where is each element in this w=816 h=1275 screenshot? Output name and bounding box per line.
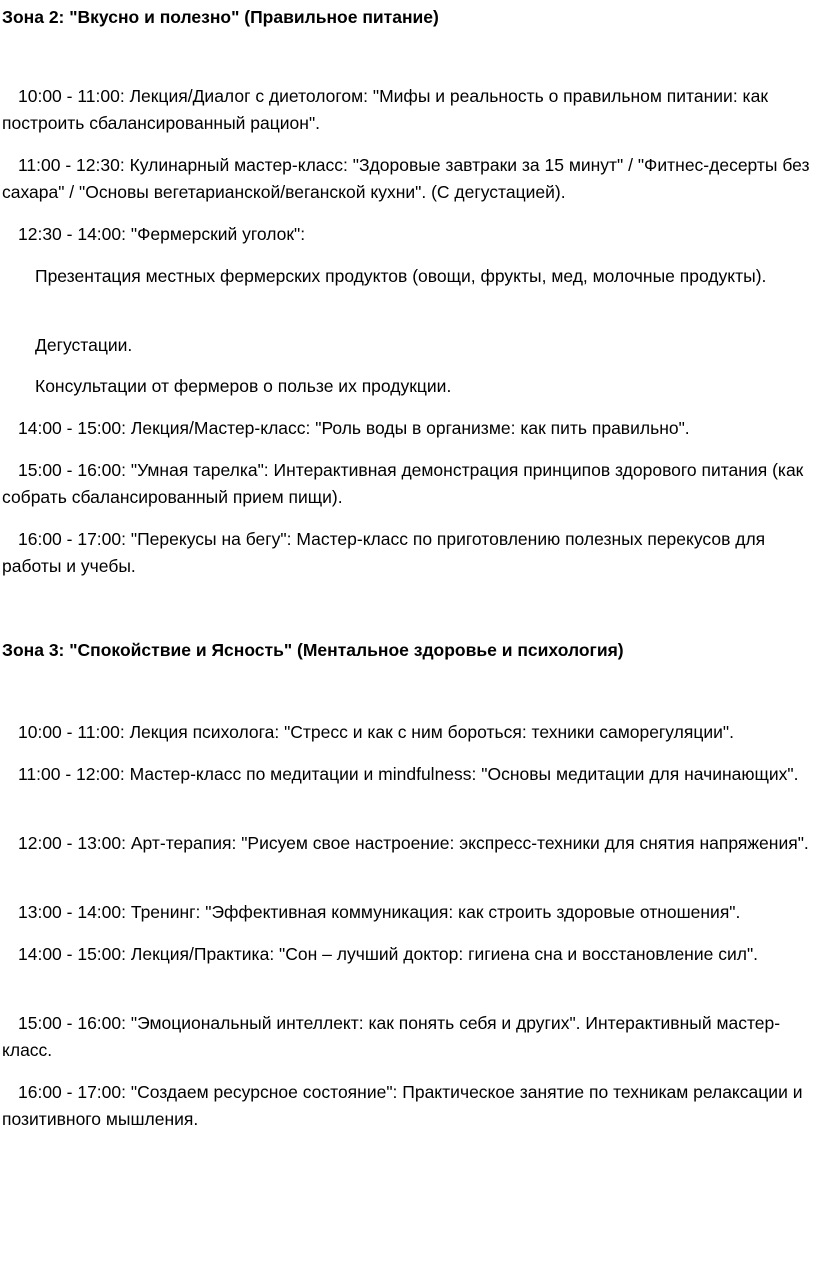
- zone-2-subitem: Презентация местных фермерских продуктов (овощи, фрукты, мед, молочные продукты).: [35, 266, 767, 286]
- zone-3-item: 12:00 - 13:00: Арт-терапия: "Рисуем свое настроение: экспресс-техники для снятия напряжения".: [18, 833, 809, 853]
- zone-3-item: 13:00 - 14:00: Тренинг: "Эффективная коммуникация: как строить здоровые отношения".: [18, 902, 741, 922]
- zone-3-item: 11:00 - 12:00: Мастер-класс по медитации и mindfulness: "Основы медитации для начинающих".: [18, 764, 799, 784]
- zone-2-subitem: Дегустации.: [35, 335, 133, 355]
- zone-3-item: 14:00 - 15:00: Лекция/Практика: "Сон – лучший доктор: гигиена сна и восстановление сил".: [18, 944, 759, 964]
- zone-2-item: 10:00 - 11:00: Лекция/Диалог с диетологом: "Мифы и реальность о правильном питании: как построить сбалансированный рацион".: [2, 86, 768, 133]
- zone-3-item: 15:00 - 16:00: "Эмоциональный интеллект: как понять себя и других". Интерактивный мастер-класс.: [2, 1013, 781, 1060]
- zone-3-item: 10:00 - 11:00: Лекция психолога: "Стресс и как с ним бороться: техники саморегуляции".: [18, 722, 735, 742]
- zone-3-item: 16:00 - 17:00: "Создаем ресурсное состояние": Практическое занятие по техникам релаксации и позитивного мышления.: [2, 1082, 803, 1129]
- zone-3-heading: Зона 3: "Спокойствие и Ясность" (Ментальное здоровье и психология): [2, 640, 624, 660]
- zone-2-item: 11:00 - 12:30: Кулинарный мастер-класс: "Здоровые завтраки за 15 минут" / "Фитнес-десерты без сахара" / "Основы вегетарианской/веганской кухни". (С дегустацией).: [2, 155, 810, 202]
- zone-2-item: 15:00 - 16:00: "Умная тарелка": Интерактивная демонстрация принципов здорового питания (как собрать сбалансированный прием пищи).: [2, 460, 804, 507]
- zone-2-item: 14:00 - 15:00: Лекция/Мастер-класс: "Роль воды в организме: как пить правильно".: [18, 418, 690, 438]
- zone-2-heading: Зона 2: "Вкусно и полезно" (Правильное питание): [2, 7, 439, 27]
- zone-2-item: 16:00 - 17:00: "Перекусы на бегу": Мастер-класс по приготовлению полезных перекусов для работы и учебы.: [2, 529, 766, 576]
- zone-2-subitem: Консультации от фермеров о пользе их продукции.: [35, 376, 452, 396]
- zone-2-item: 12:30 - 14:00: "Фермерский уголок":: [18, 224, 306, 244]
